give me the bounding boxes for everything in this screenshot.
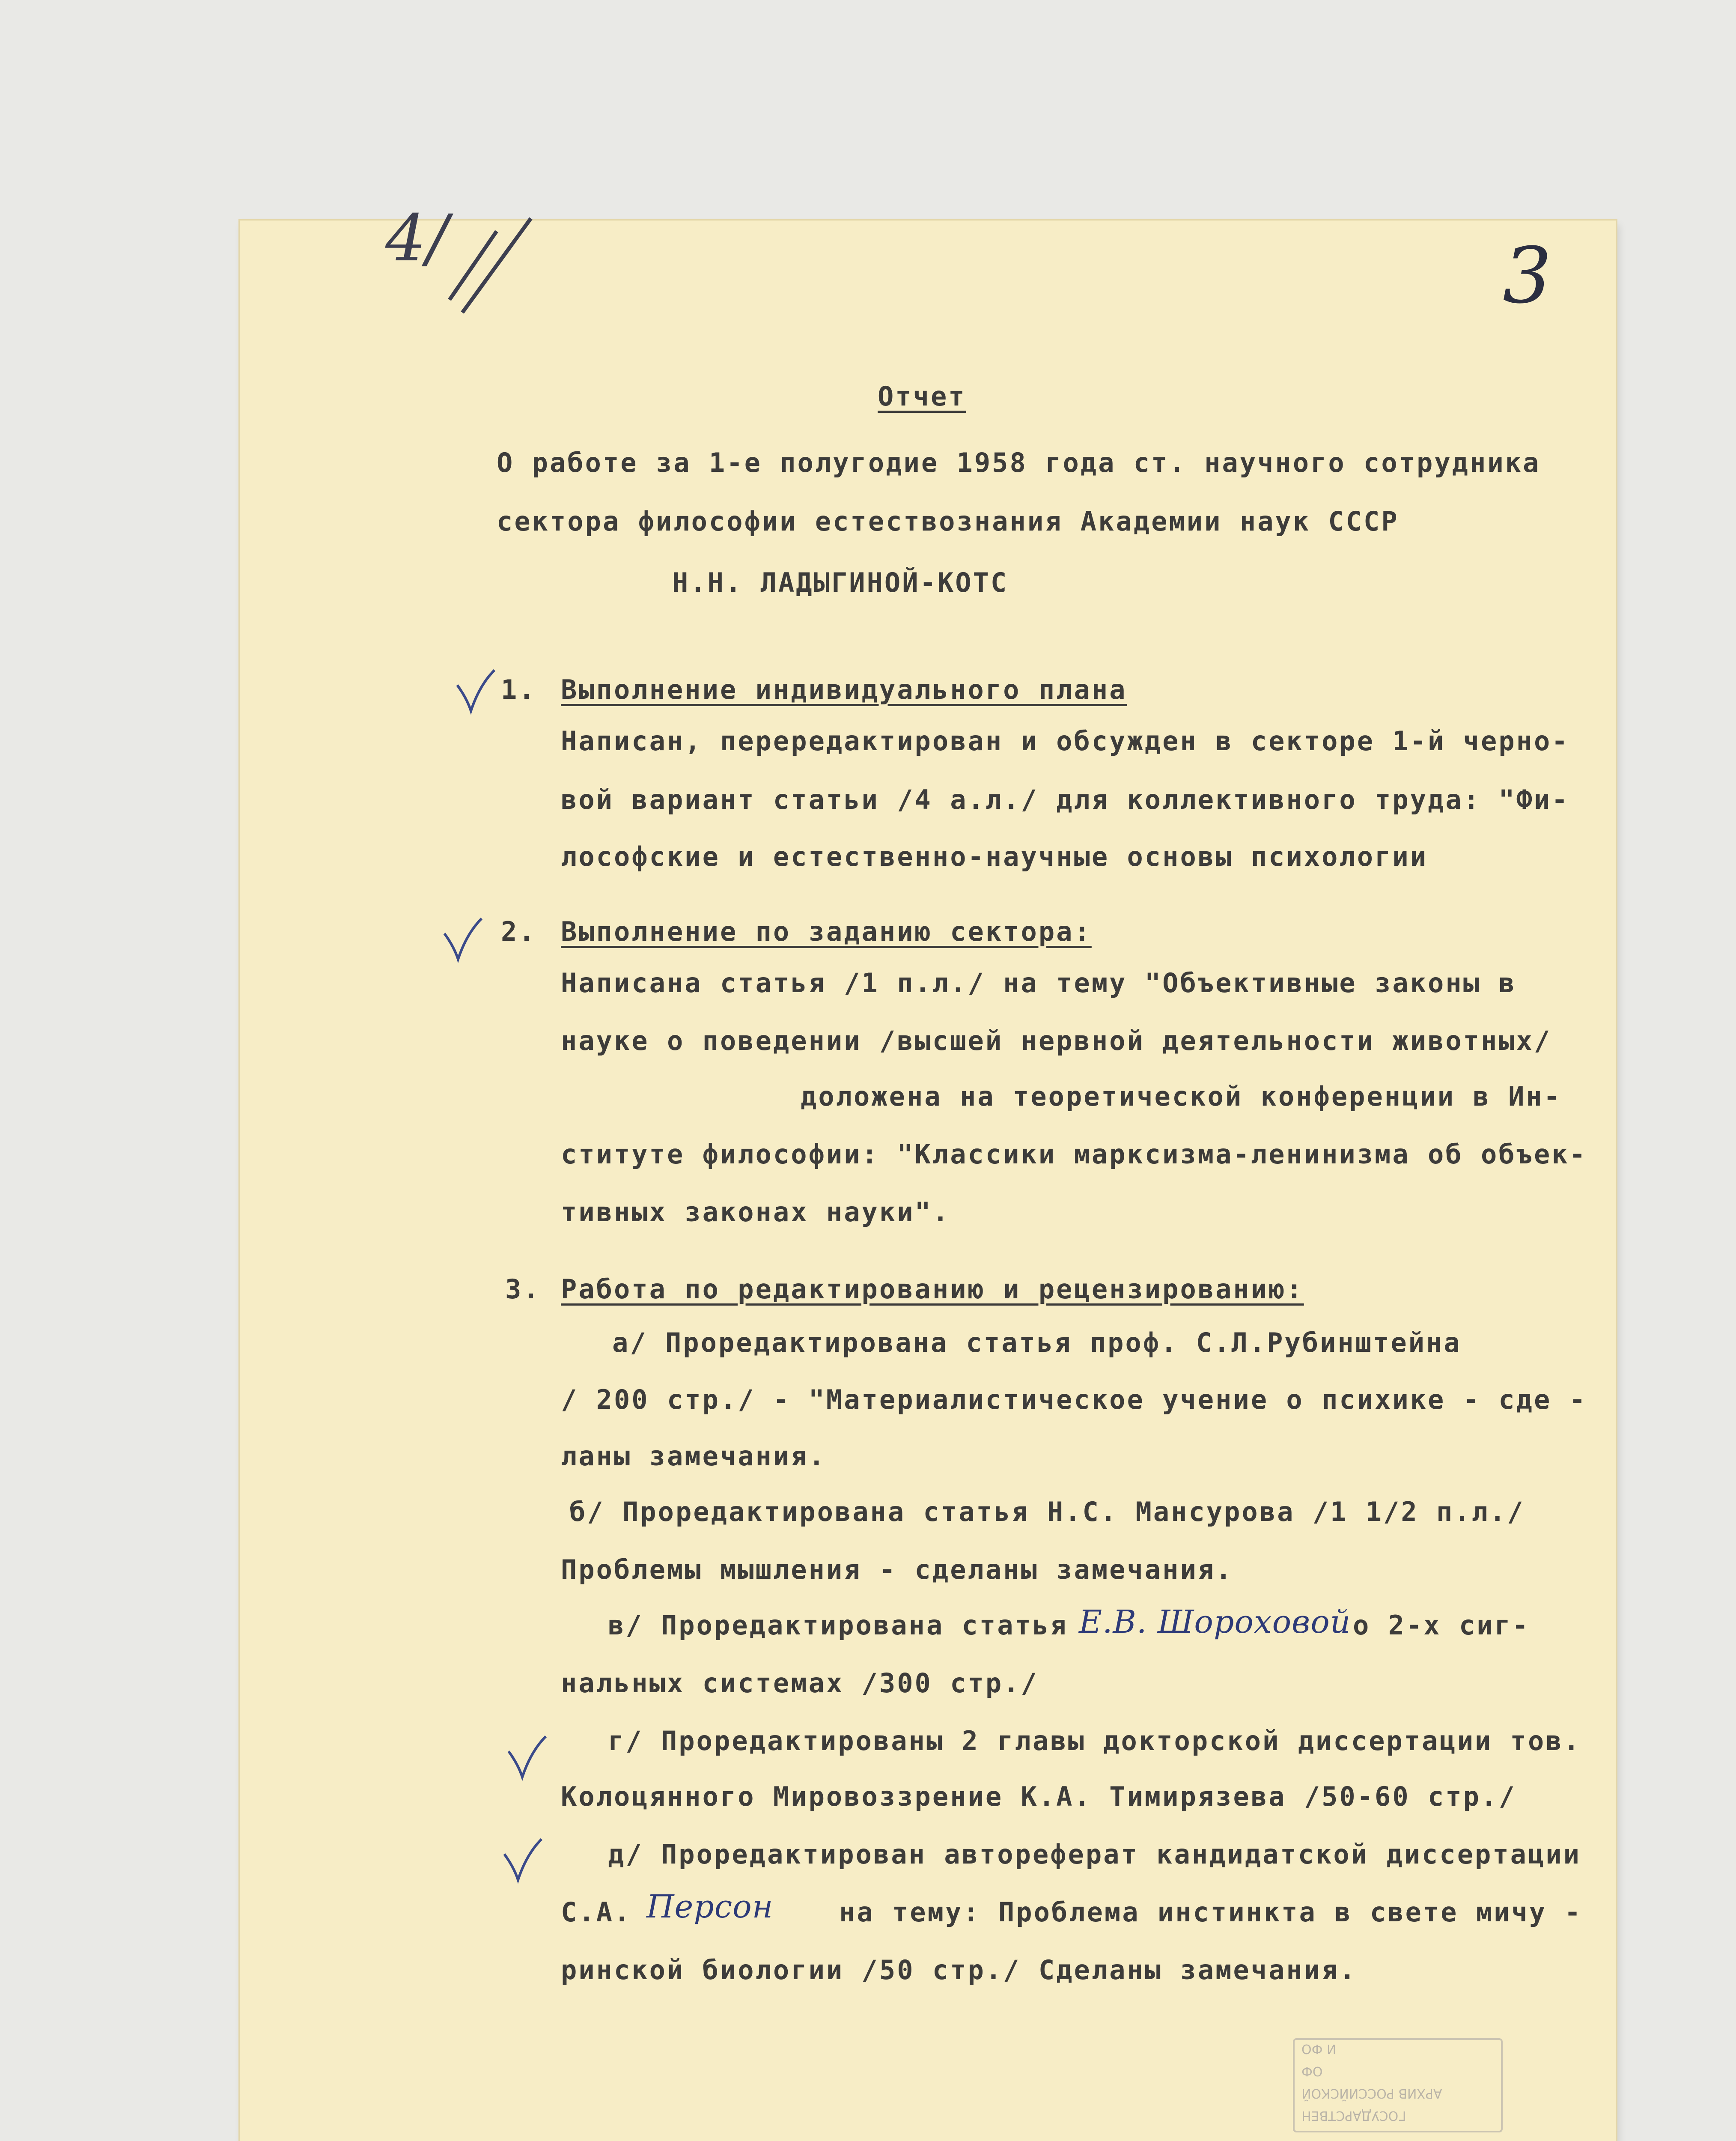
handwritten-name: Е.В. Шороховой <box>1079 1604 1351 1640</box>
section-3-heading: Работа по редактированию и рецензированию: <box>561 1273 1304 1305</box>
section-1-line: Написан, перередактирован и обсужден в секторе 1-й черно- <box>561 725 1569 757</box>
archive-stamp: ГОСУДАРСТВЕН АРХИВ РОССИЙСКОЙ ОФ И ФО <box>1293 2038 1503 2132</box>
section-1-line: лософские и естественно-научные основы психологии <box>561 841 1428 872</box>
item-v-line: в/ Проредактирована статья <box>608 1610 1068 1641</box>
section-2-number: 2. <box>501 916 536 947</box>
item-b-line: Проблемы мышления - сделаны замечания. <box>561 1554 1233 1585</box>
item-v-line: о 2-х сиг- <box>1353 1610 1530 1641</box>
item-b-line: б/ Проредактирована статья Н.С. Мансурова /1 1/2 п.л./ <box>569 1496 1525 1527</box>
item-v-line: нальных системах /300 стр./ <box>561 1667 1039 1699</box>
checkmark-icon <box>441 916 484 963</box>
section-2-line: Написана статья /1 п.л./ на тему "Объективные законы в <box>561 967 1516 999</box>
section-1-heading: Выполнение индивидуального плана <box>561 674 1127 705</box>
checkmark-icon <box>454 668 497 715</box>
corner-mark: 4/ <box>385 201 449 276</box>
page-number: 3 <box>1503 231 1552 321</box>
subtitle-line-1: О работе за 1-е полугодие 1958 года ст. научного сотрудника <box>497 447 1541 478</box>
section-2-line: науке о поведении /высшей нервной деятельности животных/ <box>561 1025 1552 1056</box>
section-2-heading: Выполнение по заданию сектора: <box>561 916 1092 947</box>
corner-slash-icon <box>445 214 539 317</box>
checkmark-icon <box>505 1734 548 1781</box>
item-d-line: С.А. <box>561 1896 632 1928</box>
page-title: Отчет <box>878 381 966 412</box>
item-d-line: д/ Проредактирован автореферат кандидатской диссертации <box>608 1839 1581 1870</box>
section-1-number: 1. <box>501 674 536 705</box>
item-g-line: Колоцянного Мировоззрение К.А. Тимирязева /50-60 стр./ <box>561 1781 1516 1812</box>
section-3-number: 3. <box>505 1273 541 1305</box>
subtitle-line-2: сектора философии естествознания Академии наук СССР <box>497 506 1399 537</box>
section-2-line: тивных законах науки". <box>561 1196 950 1228</box>
item-g-line: г/ Проредактированы 2 главы докторской диссертации тов. <box>608 1725 1581 1756</box>
item-a-line: а/ Проредактирована статья проф. С.Л.Рубинштейна <box>612 1327 1462 1358</box>
item-d-line: на тему: Проблема инстинкта в свете мичу - <box>839 1896 1582 1928</box>
item-a-line: ланы замечания. <box>561 1440 826 1472</box>
item-d-line: ринской биологии /50 стр./ Сделаны замечания. <box>561 1954 1357 1986</box>
section-1-line: вой вариант статьи /4 а.л./ для коллективного труда: "Фи- <box>561 784 1569 815</box>
checkmark-icon <box>501 1837 544 1884</box>
item-a-line: / 200 стр./ - "Материалистическое учение о психике - сде - <box>561 1384 1587 1415</box>
section-2-line: ституте философии: "Классики марксизма-ленинизма об объек- <box>561 1139 1587 1170</box>
author-name: Н.Н. ЛАДЫГИНОЙ-КОТС <box>672 567 1009 598</box>
section-2-line: доложена на теоретической конференции в Ин- <box>801 1081 1562 1112</box>
handwritten-name: Персон <box>646 1888 774 1925</box>
